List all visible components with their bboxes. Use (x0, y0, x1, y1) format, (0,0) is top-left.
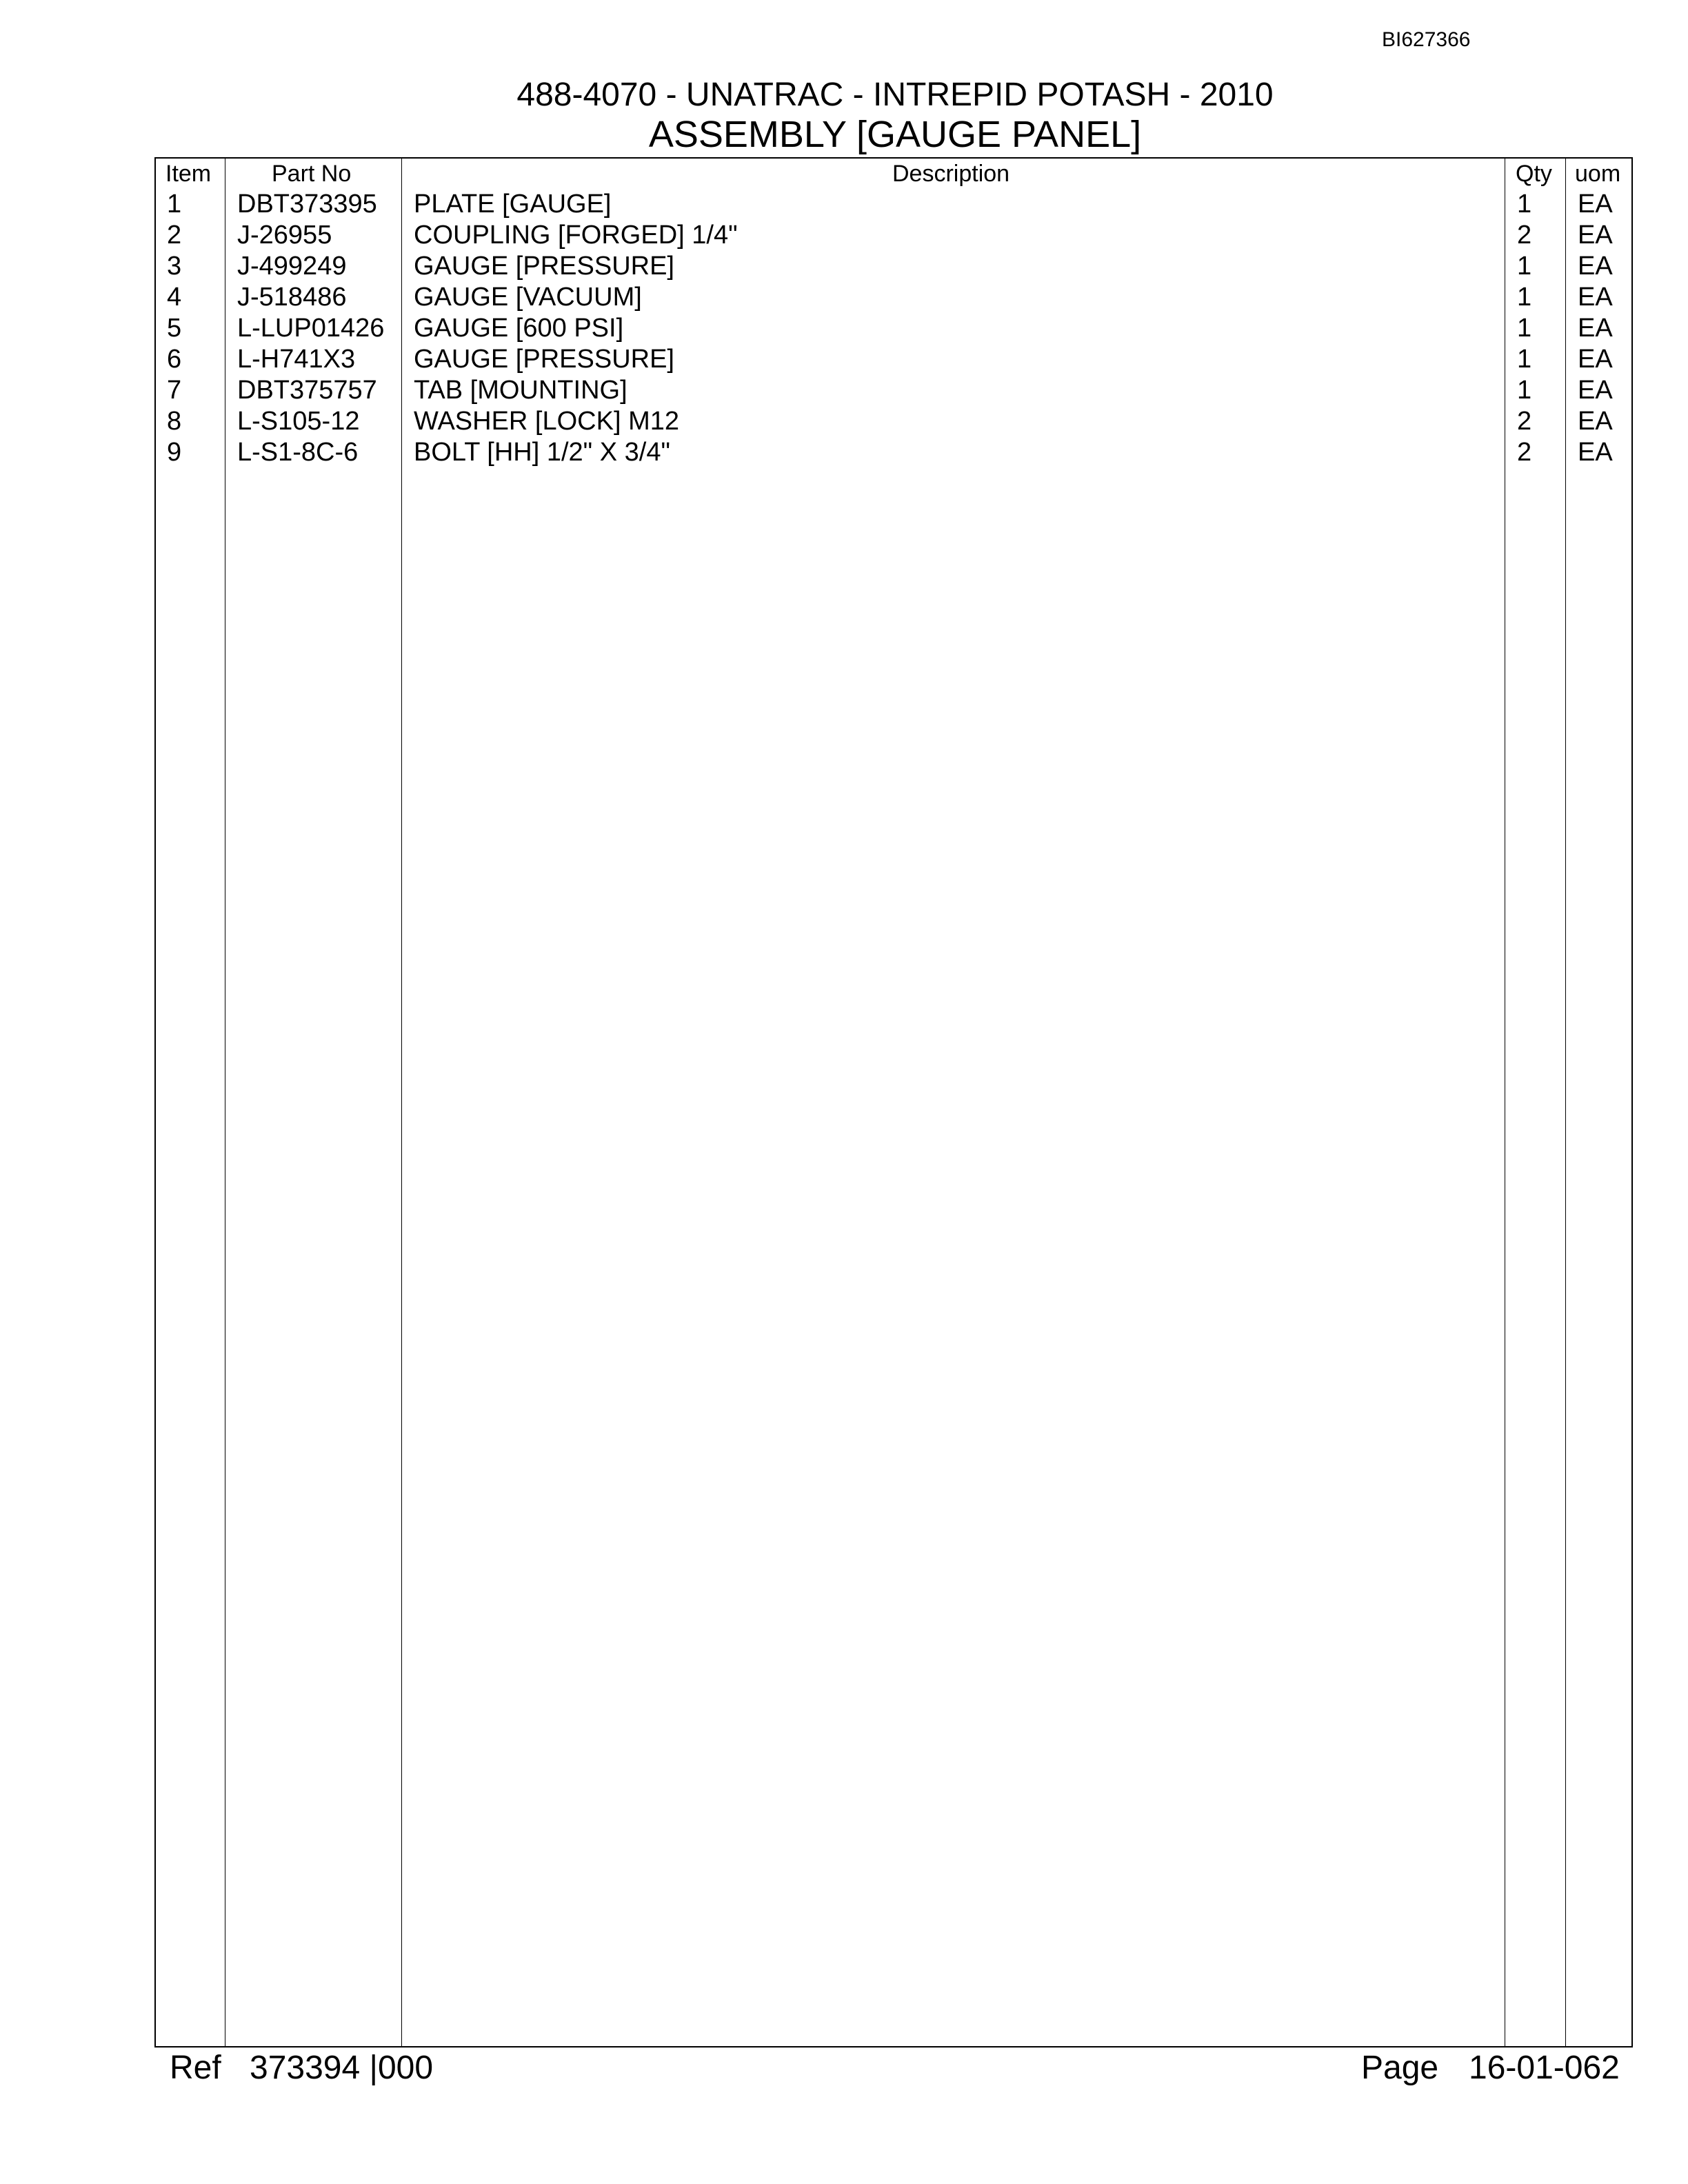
item-number: 5 (167, 314, 182, 343)
quantity: 2 (1517, 221, 1532, 250)
unit-of-measure: EA (1578, 438, 1613, 467)
part-number: J-518486 (237, 283, 347, 312)
item-number: 4 (167, 283, 182, 312)
footer-page-number: 16-01-062 (1469, 2050, 1620, 2086)
part-number: L-H741X3 (237, 345, 356, 374)
item-number: 8 (167, 407, 182, 436)
part-description: PLATE [GAUGE] (414, 190, 612, 219)
parts-table (154, 157, 1633, 2048)
unit-of-measure: EA (1578, 221, 1613, 250)
quantity: 1 (1517, 314, 1532, 343)
table-row (156, 251, 1631, 282)
table-row (156, 220, 1631, 251)
part-number: J-499249 (237, 252, 347, 281)
footer-ref-label: Ref (170, 2050, 221, 2086)
table-row (156, 344, 1631, 375)
header-uom: uom (1575, 161, 1621, 187)
item-number: 1 (167, 190, 182, 219)
quantity: 1 (1517, 252, 1532, 281)
item-number: 7 (167, 376, 182, 405)
table-row (156, 437, 1631, 468)
table-row (156, 375, 1631, 406)
quantity: 1 (1517, 376, 1532, 405)
part-description: WASHER [LOCK] M12 (414, 407, 680, 436)
table-row (156, 189, 1631, 220)
document-title-line2: ASSEMBLY [GAUGE PANEL] (648, 114, 1142, 155)
unit-of-measure: EA (1578, 252, 1613, 281)
document-title-line1: 488-4070 - UNATRAC - INTREPID POTASH - 2010 (516, 77, 1274, 113)
unit-of-measure: EA (1578, 314, 1613, 343)
header-item: Item (165, 161, 212, 187)
part-description: BOLT [HH] 1/2" X 3/4" (414, 438, 670, 467)
part-number: L-LUP01426 (237, 314, 385, 343)
header-description: Description (892, 161, 1010, 187)
part-number: J-26955 (237, 221, 332, 250)
quantity: 1 (1517, 345, 1532, 374)
part-description: GAUGE [600 PSI] (414, 314, 624, 343)
quantity: 1 (1517, 190, 1532, 219)
part-number: L-S1-8C-6 (237, 438, 359, 467)
part-number: DBT373395 (237, 190, 377, 219)
unit-of-measure: EA (1578, 376, 1613, 405)
footer-ref-number: 373394 |000 (250, 2050, 434, 2086)
item-number: 9 (167, 438, 182, 467)
quantity: 2 (1517, 407, 1532, 436)
unit-of-measure: EA (1578, 345, 1613, 374)
part-description: GAUGE [PRESSURE] (414, 252, 674, 281)
footer-page-label: Page (1361, 2050, 1439, 2086)
part-description: COUPLING [FORGED] 1/4" (414, 221, 738, 250)
table-row (156, 406, 1631, 437)
item-number: 2 (167, 221, 182, 250)
part-number: DBT375757 (237, 376, 377, 405)
part-description: GAUGE [PRESSURE] (414, 345, 674, 374)
part-description: TAB [MOUNTING] (414, 376, 627, 405)
unit-of-measure: EA (1578, 190, 1613, 219)
part-number: L-S105-12 (237, 407, 360, 436)
quantity: 2 (1517, 438, 1532, 467)
table-row (156, 282, 1631, 313)
item-number: 3 (167, 252, 182, 281)
header-part-no: Part No (272, 161, 352, 187)
header-qty: Qty (1516, 161, 1552, 187)
table-row (156, 313, 1631, 344)
item-number: 6 (167, 345, 182, 374)
document-id: BI627366 (1382, 28, 1471, 51)
part-description: GAUGE [VACUUM] (414, 283, 642, 312)
unit-of-measure: EA (1578, 407, 1613, 436)
quantity: 1 (1517, 283, 1532, 312)
unit-of-measure: EA (1578, 283, 1613, 312)
